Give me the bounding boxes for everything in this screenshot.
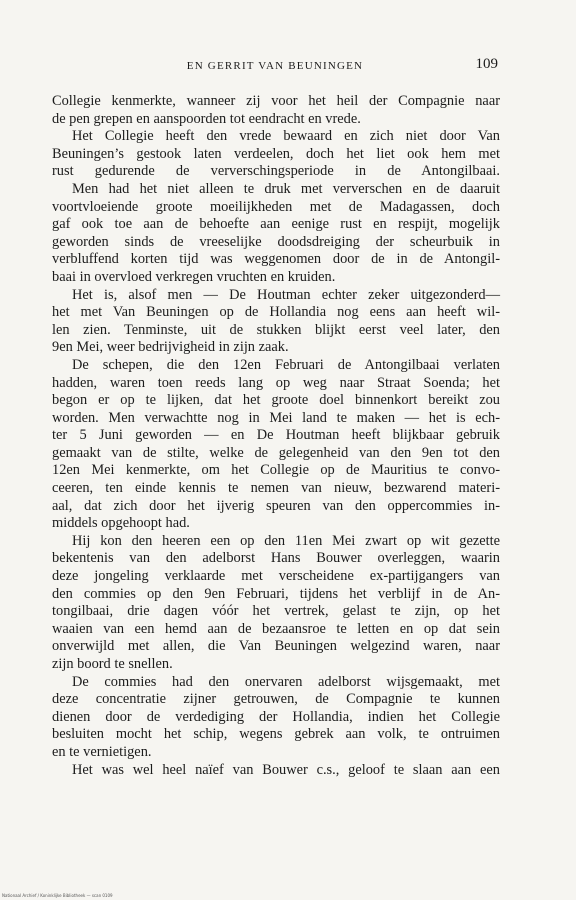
text-line: gemaakt van de stilte, welke de gelegenheid van den 9en tot den [52,444,500,461]
text-line: ceeren, ten einde kennis te nemen van nieuw, bezwarend materi- [52,480,500,497]
text-line: Het is, alsof men — De Houtman echter zeker uitgezonderd— [72,286,500,303]
text-line: Het Collegie heeft den vrede bewaard en zich niet door Van [72,128,500,145]
text-line: besluiten mocht het schip, wegens gebrek aan volk, te ontruimen [52,726,500,743]
text-line: De schepen, die den 12en Februari de Antongilbaai verlaten [72,356,500,373]
text-line: hadden, waren toen reeds lang op weg naar Straat Soenda; het [52,374,500,391]
text-line: Beuningen’s gestook laten verdeelen, doch het liet ook hem met [52,145,500,162]
running-head [52,56,498,76]
text-line: Men had het niet alleen te druk met ververschen en de daaruit [72,180,500,197]
text-line: len zien. Tenminste, uit de stukken blijkt eerst veel later, den [52,321,500,338]
scan-footer-stamp: Nationaal Archief / Koninklijke Bibliotheek — scan 0109 [2,893,113,898]
text-line: dienen door de verdediging der Hollandia, indien het Collegie [52,708,500,725]
body-text [52,93,500,779]
text-line: de pen grepen en aanspoorden tot eendracht en vrede. [52,110,361,127]
text-line: waaien van een hemd aan de bezaansroe te letten en op dat sein [52,620,500,637]
text-line: 12en Mei kenmerkte, om het Collegie op de Mauritius te convo- [52,462,500,479]
text-line: 9en Mei, weer bedrijvigheid in zijn zaak. [52,339,289,356]
text-line: Collegie kenmerkte, wanneer zij voor het heil der Compagnie naar [52,93,500,109]
text-line: en te vernietigen. [52,743,152,760]
text-line: gaf ook toe aan de behoefte aan eenige rust en respijt, mogelijk [52,216,500,233]
text-line: Hij kon den heeren een op den 11en Mei zwart op wit gezette [72,532,500,549]
text-line: middels opgehoopt had. [52,515,190,532]
text-line: De commies had den onervaren adelborst wijsgemaakt, met [72,673,500,690]
text-line: ter 5 Juni geworden — en De Houtman heeft blijkbaar gebruik [52,427,500,444]
text-line: Het was wel heel naïef van Bouwer c.s., geloof te slaan aan een [72,761,500,778]
page-number: 109 [475,56,498,72]
text-line: zijn boord te snellen. [52,656,173,672]
text-line: begon er op te lijken, dat het groote doel binnenkort bereikt zou [52,392,500,409]
text-line: bekentenis van den adelborst Hans Bouwer overleggen, waarin [52,550,500,567]
text-line: voortvloeiende groote moeilijkheden met de Madagassen, doch [52,198,500,215]
text-line: geworden sinds de vreeselijke doodsdreiging der scheurbuik in [52,233,500,250]
text-line: rust gedurende de ververschingsperiode in de Antongilbaai. [52,163,500,180]
text-line: onverwijld met allen, die Van Beuningen welgezind waren, naar [52,638,500,655]
text-line: het met Van Beuningen op de Hollandia nog eens aan heeft wil- [52,304,500,321]
text-line: deze concentratie zijner getrouwen, de Compagnie te kunnen [52,691,500,708]
text-line: baai in overvloed verkregen vruchten en kruiden. [52,268,336,285]
text-line: den commies op den 9en Februari, tijdens het verblijf in de An- [52,585,500,602]
text-line: aal, dat zich door het ijverig speuren van den oppercommies in- [52,497,500,514]
text-line: worden. Men verwachtte nog in Mei land te maken — het is ech- [52,409,500,426]
text-line: tongilbaai, drie dagen vóór het vertrek, gelast te zijn, op het [52,603,500,620]
text-line: verbluffend korten tijd was weggenomen door de in de Antongil- [52,251,500,268]
running-title: EN GERRIT VAN BEUNINGEN [186,60,364,72]
text-line: deze jongeling verklaarde met verscheidene ex-partijgangers van [52,568,500,585]
